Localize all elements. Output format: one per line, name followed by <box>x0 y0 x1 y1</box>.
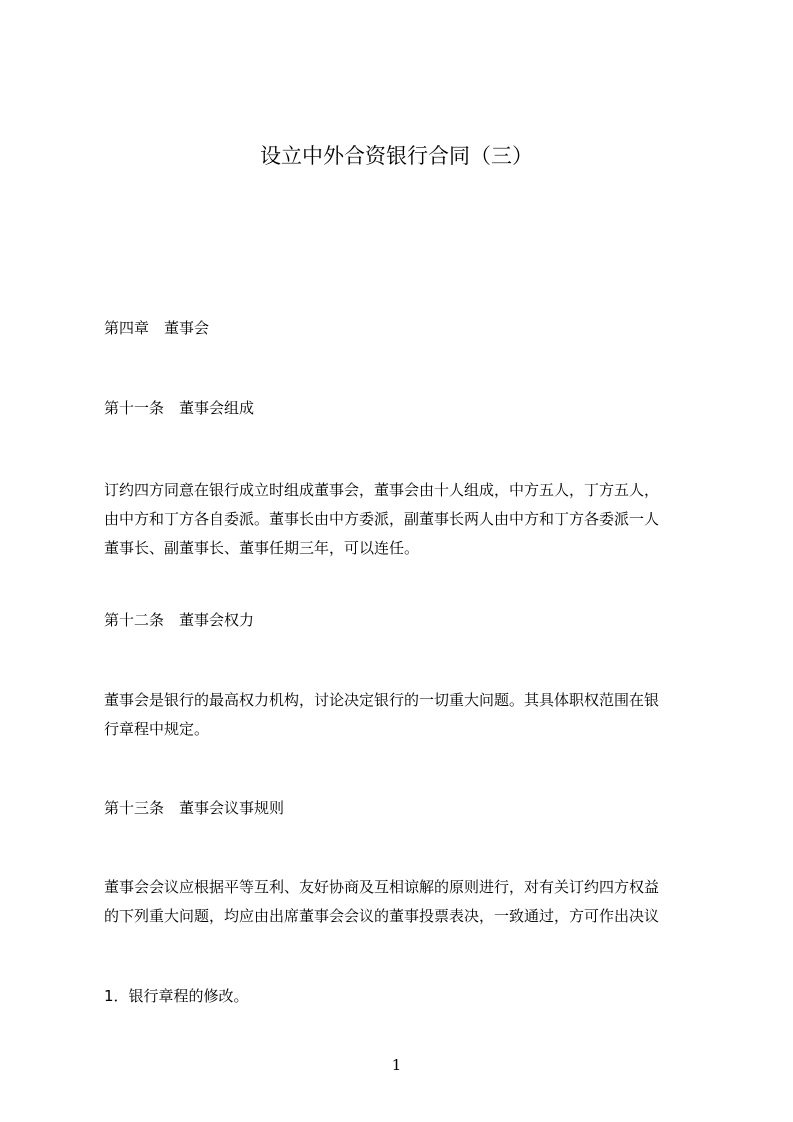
paragraph-line: 董事长、副董事长、董事任期三年，可以连任。 <box>104 539 420 557</box>
article-12-body <box>104 686 704 744</box>
article-13-body <box>104 873 704 931</box>
list-item-1: 1．银行章程的修改。 <box>104 987 249 1005</box>
page-number: 1 <box>391 1056 402 1074</box>
paragraph-line: 订约四方同意在银行成立时组成董事会，董事会由十人组成，中方五人，丁方五人， <box>104 481 660 499</box>
paragraph-line: 董事会是银行的最高权力机构，讨论决定银行的一切重大问题。其具体职权范围在银 <box>104 691 660 709</box>
document-title: 设立中外合资银行合同（三） <box>260 144 533 168</box>
paragraph-line: 由中方和丁方各自委派。董事长由中方委派，副董事长两人由中方和丁方各委派一人 <box>104 510 660 528</box>
article-12-heading: 第十二条 董事会权力 <box>104 611 255 629</box>
article-13-heading: 第十三条 董事会议事规则 <box>104 799 285 817</box>
chapter-heading: 第四章 董事会 <box>104 319 210 337</box>
article-11-heading: 第十一条 董事会组成 <box>104 399 255 417</box>
paragraph-line: 行章程中规定。 <box>104 720 210 738</box>
article-11-body <box>104 476 704 563</box>
paragraph-line: 的下列重大问题，均应由出席董事会会议的董事投票表决，一致通过，方可作出决议 <box>104 907 660 925</box>
paragraph-line: 董事会会议应根据平等互利、友好协商及互相谅解的原则进行，对有关订约四方权益 <box>104 878 660 896</box>
